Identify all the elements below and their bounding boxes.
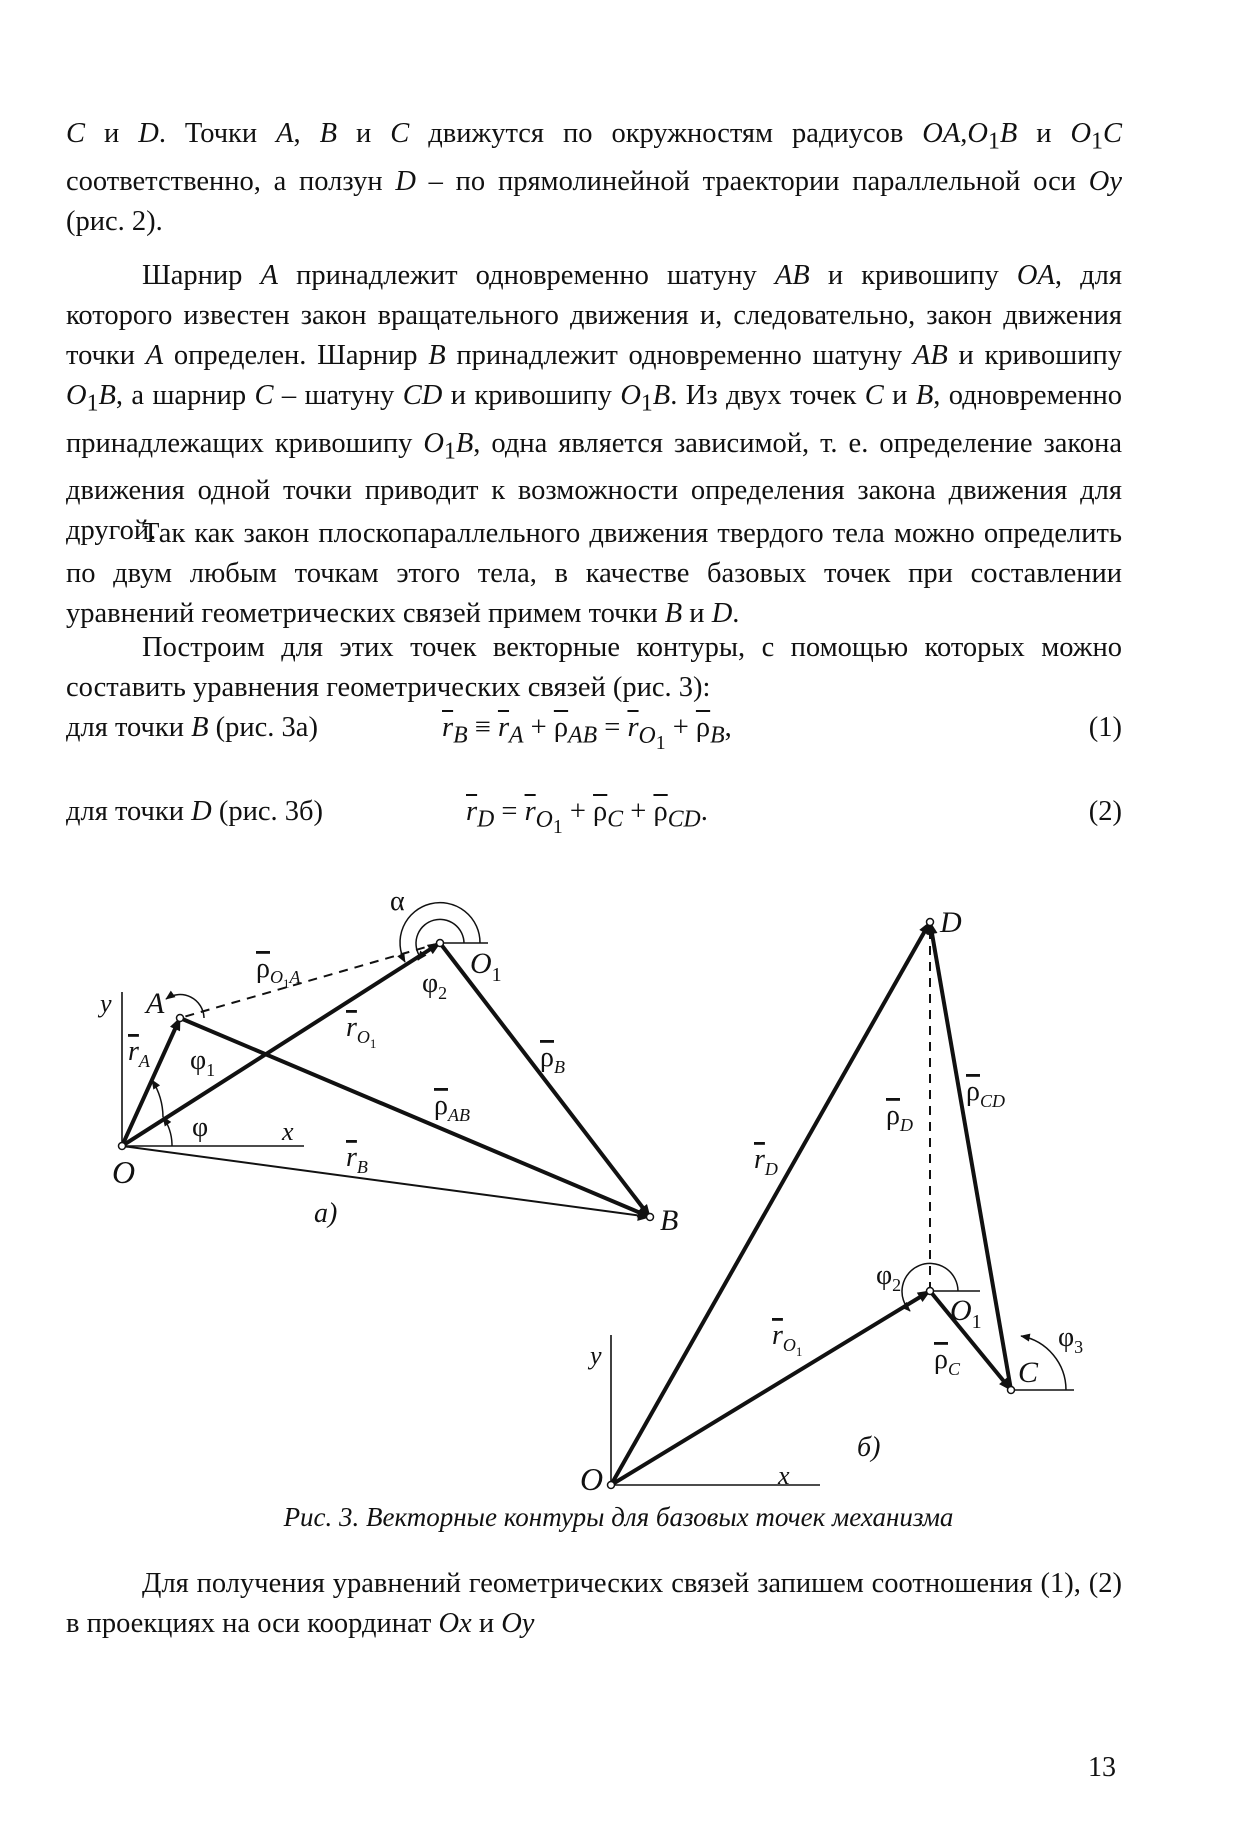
figure-3b bbox=[580, 906, 1083, 1497]
label-point-o1-b: $O_1$ bbox=[950, 1294, 982, 1333]
label-point-b: B bbox=[660, 1204, 679, 1237]
label-vector-r-d: $r_D$ bbox=[754, 1144, 778, 1179]
arc-alpha bbox=[400, 903, 480, 962]
hinge-o1-b bbox=[927, 1288, 934, 1295]
hinge-d bbox=[927, 919, 934, 926]
arc-phi1-a bbox=[152, 1080, 163, 1117]
label-vector-r-o1-b: $r_O1$ bbox=[772, 1320, 803, 1359]
label-vector-rho-cd: $\rho_{CD}$ bbox=[966, 1076, 1005, 1111]
label-point-c: C bbox=[1018, 1356, 1039, 1389]
label-point-o-a: O bbox=[112, 1154, 136, 1190]
paragraph-2: Шарнир A принадлежит одновременно шатуну AB и кривошипу OA, для которого известен закон вращательного движения и, следовательно, закон движения точки A определен. Шарнир B принадлежит одновременно шатуну AB и кривошипу $O_1B$, а шарнир C – шатуну CD и кривошипу $O_1B$. Из двух точек C и B, одновременно принадлежащих кривошипу $O_1B$, одна является зависимой, т. е. определение закона движения одной точки приводит к возможности определения закона движения для другой. bbox=[66, 260, 1123, 547]
label-vector-r-o1: $r_O1$ bbox=[346, 1012, 377, 1051]
label-figure-a: а) bbox=[314, 1198, 338, 1229]
hinge-o1-a bbox=[437, 940, 444, 947]
label-angle-phi2-b: $\varphi_2$ bbox=[876, 1260, 902, 1295]
label-vector-r-a: $r_A$ bbox=[128, 1036, 150, 1071]
label-vector-r-b: $r_B$ bbox=[346, 1142, 368, 1177]
arc-a-horizontal bbox=[166, 994, 204, 1018]
paragraph-3: Так как закон плоскопараллельного движения твердого тела можно определить по двум любым точкам этого тела, в качестве базовых точек при составлении уравнений геометрических связей примем точки B и D. bbox=[66, 518, 1122, 629]
equation-1: $\overline{r}_B \equiv \overline{r}_A + \overline{\rho}_{AB} = \overline{r}_{O_1} + \overline{\rho}_B$, bbox=[442, 712, 732, 754]
equation-2-number: (2) bbox=[1088, 796, 1122, 827]
arc-alpha-inner bbox=[416, 919, 464, 955]
equation-1-label: для точки B (рис. 3а) bbox=[66, 712, 318, 743]
paragraph-4: Построим для этих точек векторные контуры, с помощью которых можно составить уравнения геометрических связей (рис. 3): bbox=[66, 632, 1122, 703]
equation-1-number: (1) bbox=[1088, 712, 1122, 743]
hinge-o-a bbox=[119, 1143, 126, 1150]
label-angle-phi3: $\varphi_3$ bbox=[1058, 1322, 1084, 1357]
hinge-a bbox=[177, 1015, 184, 1022]
label-vector-rho-c: $\rho_C$ bbox=[934, 1344, 960, 1379]
label-vector-rho-ab: $\rho_{AB}$ bbox=[434, 1090, 470, 1125]
vector-r-o1-b bbox=[611, 1291, 930, 1485]
vector-rho-b bbox=[440, 943, 650, 1217]
label-vector-rho-d: $\rho_D$ bbox=[886, 1100, 913, 1135]
label-axis-y-b: y bbox=[590, 1341, 602, 1370]
label-axis-y-a: y bbox=[100, 989, 112, 1018]
label-point-a: A bbox=[146, 987, 165, 1020]
label-axis-x-b: x bbox=[778, 1461, 790, 1490]
label-angle-phi2-a: $\varphi_2$ bbox=[422, 968, 448, 1003]
label-point-o-b: O bbox=[580, 1461, 604, 1497]
hinge-b bbox=[647, 1214, 654, 1221]
label-angle-alpha: α bbox=[390, 886, 405, 917]
page-number: 13 bbox=[1088, 1752, 1116, 1783]
label-point-d: D bbox=[940, 906, 962, 939]
paragraph-5: Для получения уравнений геометрических связей запишем соотношения (1), (2) в проекциях на оси координат Ox и Oy bbox=[66, 1568, 1122, 1639]
label-angle-phi1-a: $\varphi_1$ bbox=[190, 1045, 216, 1080]
label-point-o1-a: $O_1$ bbox=[470, 947, 502, 986]
equation-2-label: для точки D (рис. 3б) bbox=[66, 796, 323, 827]
equation-2: $\overline{r}_D = \overline{r}_{O_1} + \overline{\rho}_C + \overline{\rho}_{CD}$. bbox=[466, 796, 708, 838]
label-angle-phi-a: φ bbox=[192, 1112, 209, 1143]
vector-r-d bbox=[611, 922, 930, 1485]
figure-caption: Рис. 3. Векторные контуры для базовых точек механизма bbox=[283, 1502, 954, 1532]
paragraph-1: C и D. Точки A, B и C движутся по окружностям радиусов $OA,O_1B$ и $O_1C$ соответственно, а ползун D – по прямолинейной траектории параллельной оси Oy (рис. 2). bbox=[66, 118, 1123, 237]
label-axis-x-a: x bbox=[282, 1117, 294, 1146]
vector-rho-ab bbox=[180, 1018, 650, 1217]
label-figure-b: б) bbox=[857, 1432, 881, 1463]
figure-3a bbox=[97, 886, 678, 1237]
label-vector-rho-o1a: $\rho_O1A$ bbox=[256, 953, 301, 991]
hinge-o-b bbox=[608, 1482, 615, 1489]
arc-phi-a bbox=[163, 1117, 172, 1146]
hinge-c bbox=[1008, 1387, 1015, 1394]
label-vector-rho-b: $\rho_B$ bbox=[540, 1042, 565, 1077]
